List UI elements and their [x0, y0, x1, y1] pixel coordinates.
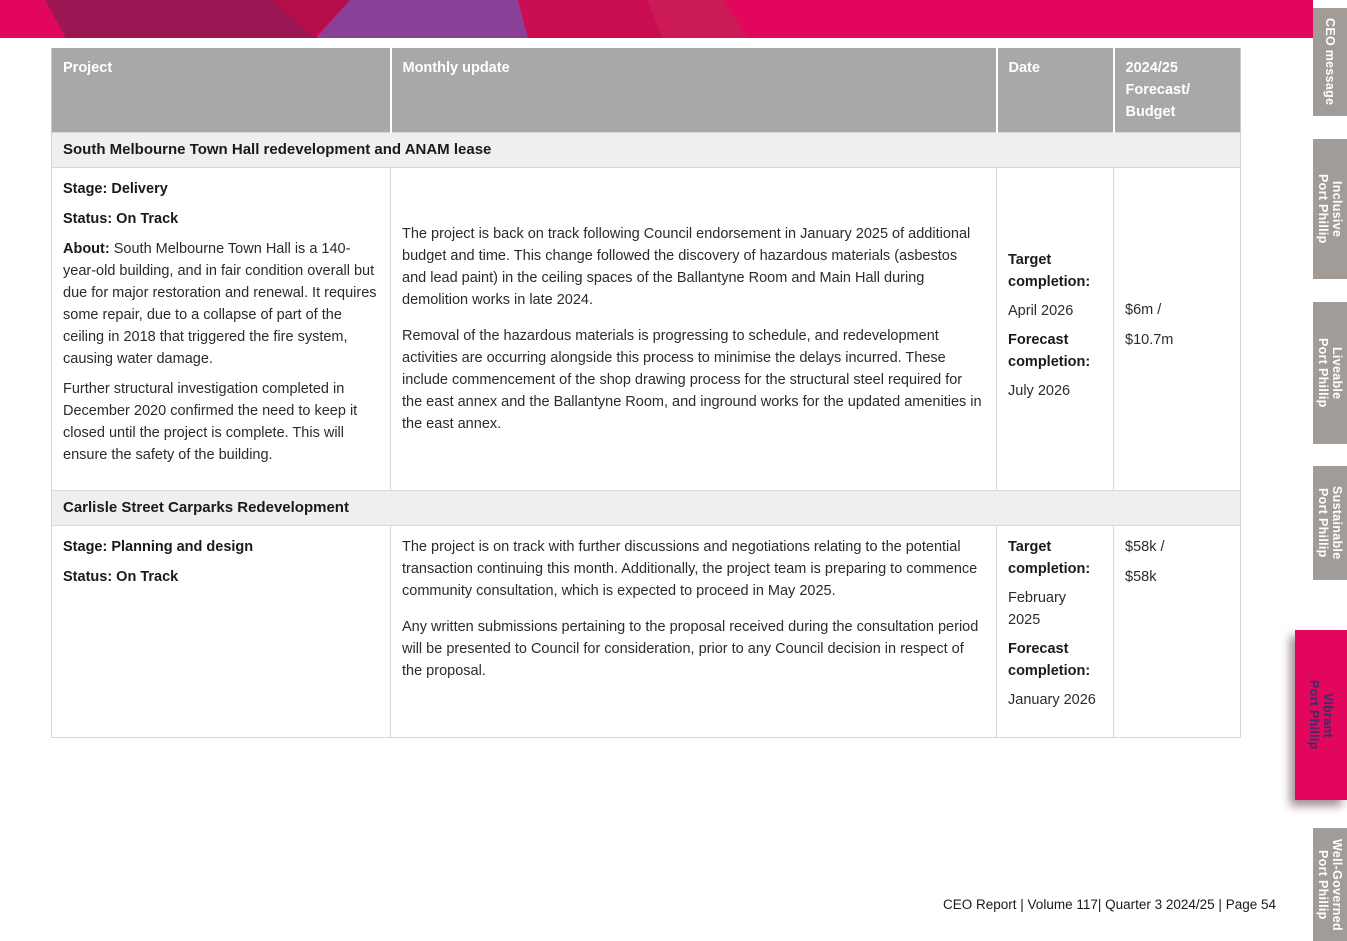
target-completion-value: February 2025	[1008, 590, 1067, 628]
budget-amount: $58k	[1125, 569, 1157, 585]
update-paragraph: Removal of the hazardous materials is progressing to schedule, and redevelopment activities are occurring alongside this process to minimise the delays incurred. These include commencement of the shop drawing process for the structural steel required for the east annex and the Ballantyne Room, and inground works for the updated amenities in the east annex.	[402, 328, 982, 432]
update-paragraph: The project is back on track following Council endorsement in January 2025 of additional budget and time. This change followed the discovery of hazardous materials (asbestos and lead paint) in the ceiling spaces of the Ballantyne Room and Main Hall during demolition works in late 2024.	[402, 226, 971, 308]
col-header-monthly-update: Monthly update	[391, 48, 997, 133]
sidebar-tab-ceo-message[interactable]	[1313, 8, 1347, 116]
target-completion-label: Target completion:	[1008, 539, 1091, 577]
sidebar-tab-inclusive-port-phillip[interactable]	[1313, 139, 1347, 279]
section-row-town-hall	[52, 133, 1241, 168]
project-cell	[52, 526, 391, 738]
section-row-carlisle	[52, 491, 1241, 526]
about-text: South Melbourne Town Hall is a 140-year-old building, and in fair condition overall but due for major restoration and renewal. It requires some repair, due to a collapse of part of the ceiling in 2018 that triggered the fire system, causing water damage.	[63, 241, 377, 367]
date-cell	[997, 526, 1114, 738]
table-header-row	[52, 48, 1241, 133]
about-paragraph	[63, 238, 379, 370]
about-label: About:	[63, 241, 110, 257]
monthly-update-cell	[391, 526, 997, 738]
table-row	[52, 168, 1241, 491]
band-shapes	[0, 0, 1313, 38]
sidebar-tab-vibrant-port-phillip[interactable]	[1295, 630, 1347, 800]
forecast-completion-label: Forecast completion:	[1008, 641, 1091, 679]
sidebar-tab-sustainable-port-phillip[interactable]	[1313, 466, 1347, 580]
date-cell	[997, 168, 1114, 491]
table-row	[52, 526, 1241, 738]
page-footer: CEO Report | Volume 117| Quarter 3 2024/25 | Page 54	[943, 897, 1276, 912]
budget-forecast: $6m /	[1125, 302, 1162, 318]
update-paragraph: Any written submissions pertaining to the proposal received during the consultation period will be presented to Council for consideration, prior to any Council decision in respect of the proposal.	[402, 619, 979, 679]
project-cell	[52, 168, 391, 491]
tab-label: Inclusive Port Phillip	[1316, 174, 1344, 244]
target-completion-label: Target completion:	[1008, 252, 1091, 290]
sidebar-tab-liveable-port-phillip[interactable]	[1313, 302, 1347, 444]
budget-cell	[1114, 526, 1241, 738]
budget-forecast: $58k /	[1125, 539, 1165, 555]
forecast-completion-value: July 2026	[1008, 383, 1071, 399]
target-completion-value: April 2026	[1008, 303, 1074, 319]
section-title: Carlisle Street Carparks Redevelopment	[52, 491, 1241, 526]
tab-label: Vibrant Port Phillip	[1307, 680, 1335, 750]
budget-amount: $10.7m	[1125, 332, 1174, 348]
decorative-header-band	[0, 0, 1313, 38]
section-title: South Melbourne Town Hall redevelopment and ANAM lease	[52, 133, 1241, 168]
budget-cell	[1114, 168, 1241, 491]
col-header-forecast-budget: 2024/25 Forecast/ Budget	[1114, 48, 1241, 133]
col-header-date: Date	[997, 48, 1114, 133]
stage-text: Stage: Delivery	[63, 181, 168, 197]
sidebar-tab-well-governed-port-phillip[interactable]	[1313, 828, 1347, 941]
update-paragraph: The project is on track with further discussions and negotiations relating to the potential transaction continuing this month. Additionally, the project team is preparing to commence community consultation, which is expected to proceed in May 2025.	[402, 539, 978, 599]
status-text: Status: On Track	[63, 211, 179, 227]
monthly-update-cell	[391, 168, 997, 491]
tab-label: Well-Governed Port Phillip	[1316, 838, 1344, 931]
tab-label: CEO message	[1323, 18, 1337, 106]
about-paragraph-2: Further structural investigation completed in December 2020 confirmed the need to keep it closed until the project is complete. This will ensure the safety of the building.	[63, 381, 358, 463]
stage-text: Stage: Planning and design	[63, 539, 254, 555]
band-shape-purple	[316, 0, 528, 38]
forecast-completion-value: January 2026	[1008, 692, 1096, 708]
col-header-project: Project	[52, 48, 391, 133]
forecast-completion-label: Forecast completion:	[1008, 332, 1091, 370]
band-shape-magenta	[45, 0, 318, 38]
band-shape-crimson2	[518, 0, 662, 38]
status-text: Status: On Track	[63, 569, 179, 585]
tab-label: Sustainable Port Phillip	[1316, 486, 1344, 560]
project-status-table	[51, 48, 1241, 738]
tab-label: Liveable Port Phillip	[1316, 338, 1344, 408]
